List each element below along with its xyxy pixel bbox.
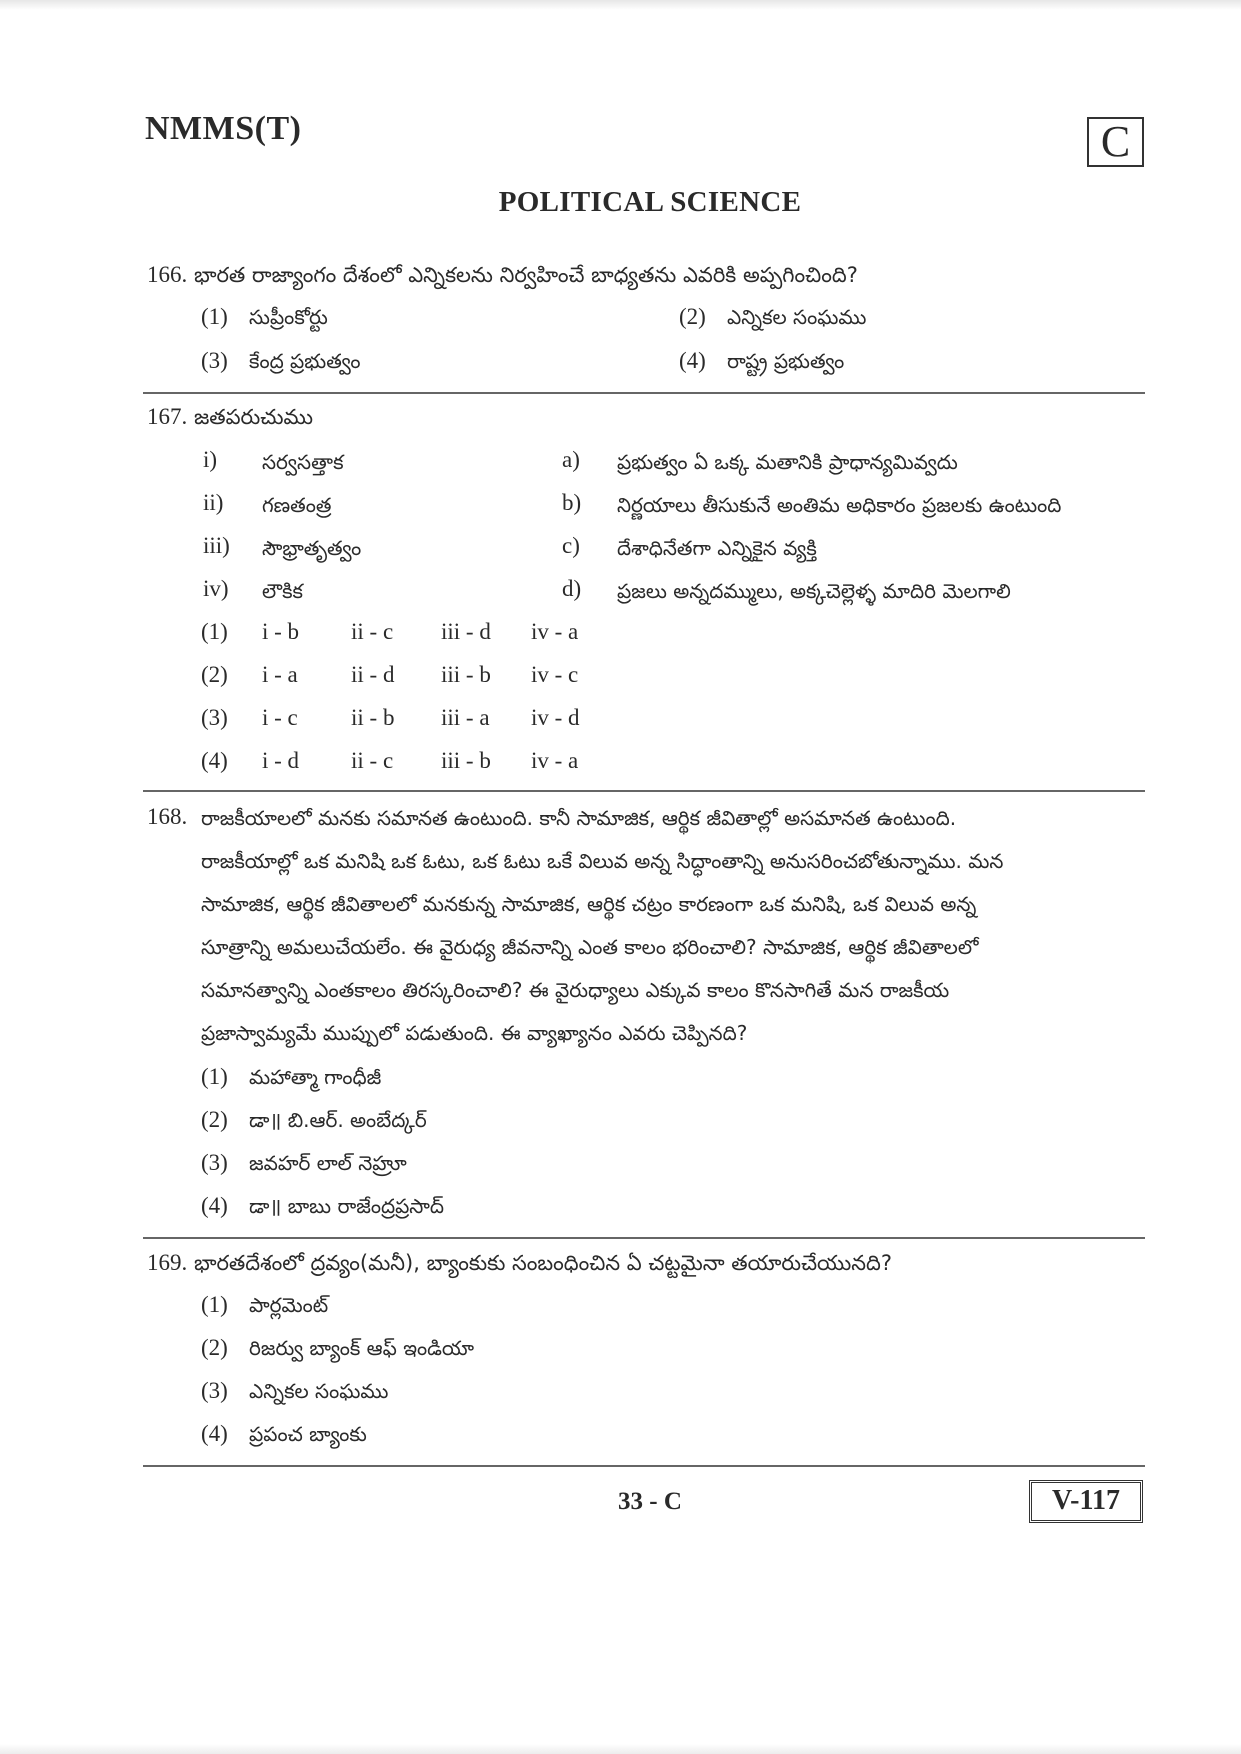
answer-cell: i - d (262, 748, 300, 773)
scan-edge-top (0, 0, 1241, 10)
passage-line: సూత్రాన్ని అమలుచేయలేం. ఈ వైరుధ్య జీవనాన్ని ఎంత కాలం భరించాలి? సామాజిక, ఆర్థిక జీవితాలలో (201, 935, 979, 959)
left-value: లౌకిక (262, 579, 303, 603)
question-stem (147, 262, 858, 293)
answer-cell: iv - a (531, 748, 579, 773)
option-number: (3) (201, 1378, 228, 1403)
question-stem (147, 1250, 892, 1281)
answer-cell: iii - b (441, 662, 491, 687)
answer-cell: iv - c (531, 662, 579, 687)
question-number: 168. (147, 804, 188, 829)
answer-cell: i - b (262, 619, 300, 644)
option-text: రిజర్వు బ్యాంక్ ఆఫ్ ఇండియా (249, 1336, 475, 1360)
option-4 (201, 1421, 367, 1451)
section-title: POLITICAL SCIENCE (498, 186, 802, 218)
option-text: ఎన్నికల సంఘము (249, 1379, 389, 1403)
question-divider (143, 1237, 1145, 1239)
option-number: (4) (201, 1193, 228, 1218)
option-number: (2) (201, 1335, 228, 1360)
answer-cell: ii - d (351, 662, 395, 687)
option-1 (201, 1292, 328, 1322)
left-key: iii) (203, 533, 230, 558)
passage-line: రాజకీయాల్లో ఒక మనిషి ఒక ఓటు, ఒక ఓటు ఒకే విలువ అన్న సిద్ధాంతాన్ని అనుసరించబోతున్నాము. మన (201, 849, 1004, 873)
passage-line: సమానత్వాన్ని ఎంతకాలం తిరస్కరించాలి? ఈ వైరుధ్యాలు ఎక్కువ కాలం కొనసాగితే మన రాజకీయ (201, 978, 950, 1002)
option-text: కేంద్ర ప్రభుత్వం (249, 349, 361, 373)
answer-option-number: (3) (201, 705, 228, 730)
option-number: (2) (201, 1107, 228, 1132)
right-key: d) (562, 576, 582, 601)
page-number: 33 - C (618, 1488, 682, 1515)
question-divider (143, 392, 1145, 394)
option-3 (201, 1378, 388, 1408)
left-key: iv) (203, 576, 229, 601)
option-2 (201, 1335, 474, 1365)
passage-line: రాజకీయాలలో మనకు సమానత ఉంటుంది. కానీ సామాజిక, ఆర్థిక జీవితాల్లో అసమానత ఉంటుంది. (201, 806, 957, 830)
answer-option-number: (1) (201, 619, 228, 644)
answer-cell: ii - c (351, 619, 394, 644)
answer-option-number: (4) (201, 748, 228, 773)
option-2 (201, 1107, 427, 1137)
option-number: (3) (201, 1150, 228, 1175)
option-text: జవహర్ లాల్ నెహ్రూ (249, 1151, 407, 1175)
option-text: ఎన్నికల సంఘము (727, 305, 867, 329)
option-number: (1) (201, 1064, 228, 1089)
option-1 (201, 304, 328, 334)
answer-cell: iv - a (531, 619, 579, 644)
right-key: b) (562, 490, 582, 515)
option-text: పార్లమెంట్ (249, 1293, 329, 1317)
right-key: a) (562, 447, 580, 472)
left-value: సౌభ్రాతృత్వం (262, 536, 362, 560)
answer-cell: iii - d (441, 619, 491, 644)
question-number: 166. (147, 262, 188, 287)
option-text: రాష్ట్ర ప్రభుత్వం (727, 349, 845, 373)
question-number: 169. (147, 1250, 188, 1275)
option-3 (201, 1150, 407, 1180)
option-number: (3) (201, 348, 228, 373)
option-text: డా॥ బాబు రాజేంద్రప్రసాద్ (249, 1194, 445, 1218)
left-key: ii) (203, 490, 224, 515)
reference-code-box: V-117 (1029, 1480, 1143, 1523)
option-4 (201, 1193, 444, 1223)
option-4 (679, 348, 844, 378)
option-text: డా॥ బి.ఆర్. అంబేద్కర్ (249, 1108, 427, 1132)
answer-cell: ii - b (351, 705, 395, 730)
right-key: c) (562, 533, 580, 558)
question-divider (143, 790, 1145, 792)
answer-cell: i - a (262, 662, 298, 687)
option-number: (1) (201, 1292, 228, 1317)
option-number: (4) (201, 1421, 228, 1446)
exam-code: NMMS(T) (145, 110, 302, 147)
question-text: భారత రాజ్యాంగం దేశంలో ఎన్నికలను నిర్వహించే బాధ్యతను ఎవరికి అప్పగించింది? (193, 263, 858, 287)
option-2 (679, 304, 866, 334)
answer-option-number: (2) (201, 662, 228, 687)
question-number: 167. (147, 404, 188, 429)
question-divider (143, 1465, 1145, 1467)
left-value: సర్వసత్తాక (262, 450, 344, 474)
option-text: ప్రపంచ బ్యాంకు (249, 1422, 367, 1446)
passage-line: ప్రజాస్వామ్యమే ముప్పులో పడుతుంది. ఈ వ్యాఖ్యానం ఎవరు చెప్పినది? (201, 1021, 748, 1045)
option-text: మహాత్మా గాంధీజీ (249, 1065, 382, 1089)
answer-cell: iv - d (531, 705, 580, 730)
question-text: జతపరుచుము (193, 405, 313, 429)
right-value: ప్రజలు అన్నదమ్ములు, అక్కచెల్లెళ్ళ మాదిరి మెలగాలి (617, 579, 1011, 603)
right-value: ప్రభుత్వం ఏ ఒక్క మతానికి ప్రాధాన్యమివ్వదు (617, 450, 958, 474)
option-text: సుప్రీంకోర్టు (249, 305, 328, 329)
answer-cell: iii - b (441, 748, 491, 773)
option-number: (4) (679, 348, 706, 373)
option-3 (201, 348, 361, 378)
option-1 (201, 1064, 381, 1094)
right-value: దేశాధినేతగా ఎన్నికైన వ్యక్తి (617, 536, 817, 560)
answer-cell: i - c (262, 705, 298, 730)
question-text: భారతదేశంలో ద్రవ్యం(మనీ), బ్యాంకుకు సంబంధించిన ఏ చట్టమైనా తయారుచేయునది? (193, 1251, 893, 1275)
answer-cell: iii - a (441, 705, 490, 730)
option-number: (1) (201, 304, 228, 329)
passage-line: సామాజిక, ఆర్థిక జీవితాలలో మనకున్న సామాజిక, ఆర్థిక చట్రం కారణంగా ఒక మనిషి, ఒక విలువ అన్న (201, 892, 977, 916)
option-number: (2) (679, 304, 706, 329)
question-stem (147, 404, 313, 435)
answer-cell: ii - c (351, 748, 394, 773)
left-key: i) (203, 447, 218, 472)
series-box: C (1087, 117, 1144, 167)
scan-edge-bottom (0, 1744, 1241, 1754)
left-value: గణతంత్ర (262, 493, 332, 517)
right-value: నిర్ణయాలు తీసుకునే అంతిమ అధికారం ప్రజలకు ఉంటుంది (617, 493, 1062, 517)
